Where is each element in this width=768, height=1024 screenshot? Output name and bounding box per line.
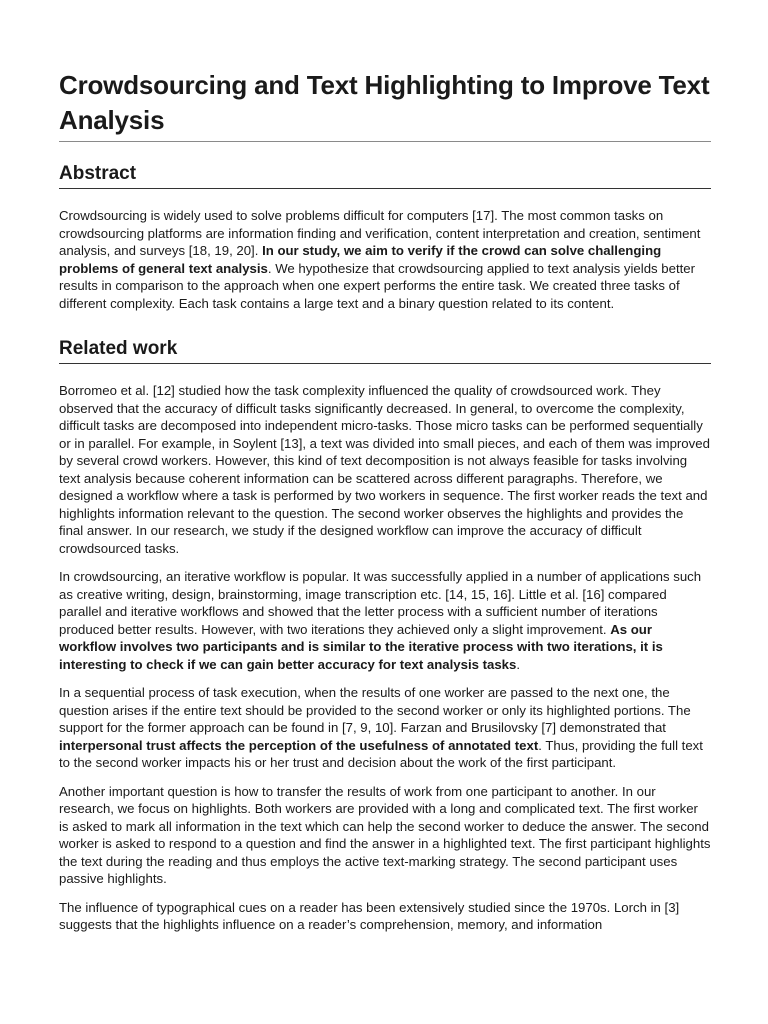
page-title: Crowdsourcing and Text Highlighting to Improve Text Analysis [59, 68, 711, 142]
related-p2-text-2: . [516, 656, 521, 672]
related-work-section [59, 337, 711, 934]
related-paragraph-3 [59, 684, 711, 772]
related-paragraph-5: The influence of typographical cues on a reader has been extensively studied since the 1970s. Lorch in [3] suggests that the highlights influence on a reader’s comprehension, memory, and information [59, 899, 680, 932]
related-paragraph-4: Another important question is how to transfer the results of work from one participant to another. In our research, we focus on highlights. Both workers are provided with a long and complicated text. The first worker is asked to mark all information in the text which can help the second worker to deduce the answer. The second worker is asked to respond to a question and find the answer in a highlighted text. The first participant highlights the text during the reading and thus employs the active text-marking strategy. The second participant uses passive highlights. [59, 783, 711, 886]
abstract-text-2: . We hypothesize that crowdsourcing applied to text analysis yields better results in comparison to the approach when one expert performs the entire task. We created three tasks of different complexity. Each task contains a large text and a binary question related to its content. [59, 260, 696, 311]
abstract-section [59, 162, 711, 312]
related-p3-emphasis: interpersonal trust affects the perception of the usefulness of annotated text [59, 737, 539, 753]
abstract-text-1: Crowdsourcing is widely used to solve problems difficult for computers [17]. The most common tasks on crowdsourcing platforms are information finding and verification, content interpretation and creation, sentiment analysis, and surveys [18, 19, 20]. [59, 208, 701, 258]
related-paragraph-1: Borromeo et al. [12] studied how the task complexity influenced the quality of crowdsourced work. They observed that the accuracy of difficult tasks significantly decreased. In general, to overcome the complexity, difficult tasks are decomposed into independent micro-tasks. Those micro tasks can be performed sequentially or in parallel. For example, in Soylent [13], a text was divided into small pieces, and each of them was improved by several crowd workers. However, this kind of text decomposition is not always feasible for tasks involving text analysis because coherent information can be scattered across different paragraphs. Therefore, we designed a workflow where a task is performed by two workers in sequence. The first worker reads the text and highlights information relevant to the question. The second worker observes the highlights and provides the final answer. In our research, we study if the designed workflow can improve the accuracy of difficult crowdsourced tasks. [59, 383, 710, 556]
related-p3-text-1: In a sequential process of task execution, when the results of one worker are passed to the next one, the question arises if the entire text should be provided to the second worker or only its highlighted portions. The support for the former approach can be found in [7, 9, 10]. Farzan and Brusilovsky [7] demonstrated that [59, 685, 691, 735]
related-p3-text-2: . Thus, providing the full text to the second worker impacts his or her trust and decision about the work of the first participant. [59, 737, 703, 770]
abstract-paragraph [59, 207, 711, 312]
document-page [59, 68, 711, 934]
abstract-emphasis: In our study, we aim to verify if the crowd can solve challenging problems of general text analysis [59, 243, 662, 276]
related-p2-text-1: In crowdsourcing, an iterative workflow is popular. It was successfully applied in a number of applications such as creative writing, design, brainstorming, image transcription etc. [14, 15, 16]. Little et al. [16] compared parallel and iterative workflows and showed that the letter process with a sufficient number of iterations produced better results. However, with two iterations they achieved only a slight improvement. [59, 569, 702, 637]
abstract-heading: Abstract [59, 162, 711, 189]
related-p2-emphasis: As our workflow involves two participants and is similar to the iterative process with two iterations, it is interesting to check if we can gain better accuracy for text analysis tasks [59, 621, 663, 672]
related-paragraph-2 [59, 568, 711, 673]
related-work-heading: Related work [59, 337, 711, 364]
